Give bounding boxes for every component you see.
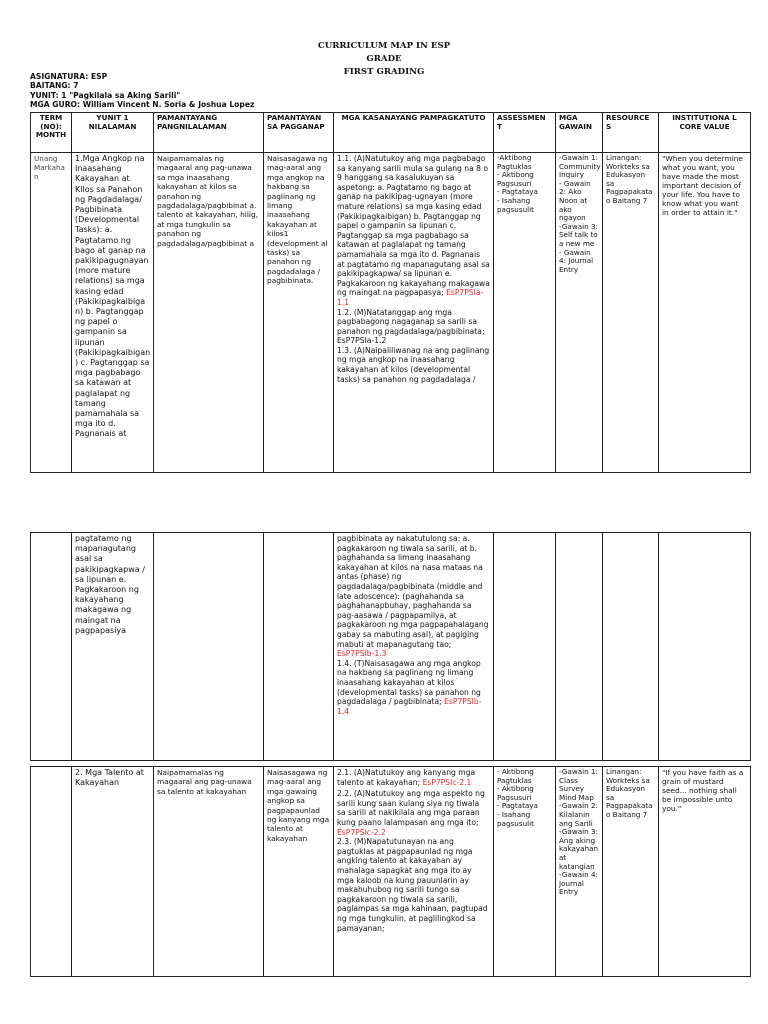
- table-row: [31, 533, 751, 761]
- competency-item: [337, 768, 490, 787]
- competency-item: 1.3. (A)Naipaliliwanag na ang paglinang ng mga angkop na inaasahang kakayahan at kilos (developmental tasks) sa panahon ng pagdadalaga /: [337, 345, 490, 384]
- competencies-cell: [334, 153, 494, 473]
- yunit-line: YUNIT: 1 "Pagkilala sa Aking Sarili": [30, 90, 181, 100]
- competency-code: EsP7PSIc-2.1: [422, 777, 472, 787]
- competency-item: 1.2. (M)Natatanggap ang mga pagbabagong nagaganap sa sarili sa panahon ng pagdadalaga/pagbibinata; EsP7PSIa-1.2: [337, 307, 485, 346]
- assessment-cell: - Aktibong Pagtuklas - Aktibong Pagsusuri - Pagtataya - Isahang pagsusulit: [494, 767, 556, 977]
- col-header-resources: RESOURCE S: [603, 113, 659, 153]
- performance-standard-cell: Naisasagawa ng mag-aaral ang mga angkop na hakbang sa paglinang ng limang inaasahang kakayahan at kilos1 (development al tasks) sa panahon ng pagdadalaga / pagbibinata.: [264, 153, 334, 473]
- assessment-cell: [494, 533, 556, 761]
- competencies-cell: [334, 767, 494, 977]
- table-header-row: [31, 113, 751, 153]
- col-header-term: TERM (NO): MONTH: [31, 113, 72, 153]
- resources-cell: Linangan: Workteks sa Edukasyon sa Pagpapakata o Baitang 7: [603, 153, 659, 473]
- core-value-cell: "If you have faith as a grain of mustard seed... nothing shall be impossible unto you.": [659, 767, 751, 977]
- unit-content-cell: pagtatamo ng mapanagutang asal sa pakikipagkapwa / sa lipunan e. Pagkakaroon ng kakayahang makagawa ng maingat na pagpapasiya: [72, 533, 154, 761]
- term-cell: [31, 533, 72, 761]
- term-cell: Unang Markaha n: [31, 153, 72, 473]
- grade-line: GRADE: [366, 54, 402, 64]
- activities-cell: -Gawain 1: Community Inquiry - Gawain 2: Ako Noon at ako ngayon -Gawain 3: Self talk to a new me - Gawain 4: Journal Entry: [556, 153, 603, 473]
- competency-text: 1.4. (T)Naisasagawa ang mga angkop na hakbang sa paglinang ng limang inaasahang kakayahan at kilos (developmental tasks) sa panahon ng pagdadalaga / pagbibinata;: [337, 658, 481, 707]
- col-header-pamantayan-pagganap: PAMANTAYAN SA PAGGANAP: [264, 113, 334, 153]
- col-header-assessment: ASSESSMEN T: [494, 113, 556, 153]
- col-header-gawain: MGA GAWAIN: [556, 113, 603, 153]
- competency-item: 2.3. (M)Napatutunayan na ang pagtuklas at pagpapaunlad ng mga angking talento at kakayahan ay mahalaga sapagkat ang mga ito ay mga kaloob na kung pauunlarin ay makahuhubog ng sarili tungo sa pagkakaroon ng tiwala sa sarili, paglampas sa mga kahinaan, pagtupad ng mga tungkulin, at paglilingkod sa pamayanan;: [337, 837, 488, 933]
- competency-code: EsP7PSIc-2.2: [337, 827, 386, 837]
- unit-content-cell: 1.Mga Angkop na Inaasahang Kakayahan at Kilos sa Panahon ng Pagdadalaga/ Pagbibinata (Developmental Tasks): a. Pagtatamo ng bago at ganap na pakikipagugnayan (more mature relations) sa mga kasing edad (Pakikipagkaibiga n) b. Pagtanggap ng papel o gampanin sa lipunan (Pakikipagkaibigan ) c. Pagtanggap sa mga pagbabago sa katawan at paglalapat ng tamang pamamahala sa mga ito d. Pagnanais at: [72, 153, 154, 473]
- performance-standard-cell: Naisasagawa ng mag-aaral ang mga gawaing angkop sa pagpapaunlad ng kanyang mga talento at kakayahan: [264, 767, 334, 977]
- content-standard-cell: Naipamamalas ng magaaral ang pag-unawa sa talento at kakayahan: [154, 767, 264, 977]
- term-cell: [31, 767, 72, 977]
- curriculum-table-part-3: [30, 766, 751, 977]
- performance-standard-cell: [264, 533, 334, 761]
- col-header-pamantayang-pangnilalaman: PAMANTAYANG PANGNILALAMAN: [154, 113, 264, 153]
- document-title: CURRICULUM MAP IN ESP: [317, 41, 451, 51]
- competency-item: [337, 534, 490, 659]
- competency-item: [337, 789, 490, 837]
- table-row: [31, 767, 751, 977]
- competency-code: EsP7PSIa-1.1: [337, 288, 484, 307]
- unit-content-cell: 2. Mga Talento at Kakayahan: [72, 767, 154, 977]
- resources-cell: Linangan: Workteks sa Edukasyon sa Pagpapakata o Baitang 7: [603, 767, 659, 977]
- baitang-line: BAITANG: 7: [30, 81, 79, 91]
- core-value-cell: [659, 533, 751, 761]
- competency-text: 1.1. (A)Natutukoy ang mga pagbabago sa kanyang sarili mula sa gulang na 8 o 9 hanggang sa kasalukuyan sa aspetong: a. Pagtatamo ng bago at ganap na pakikipag-ugnayan (more mature relations) sa mga kasing edad (Pakikipagkaibigan) b. Pagtanggap ng papel o gampanin sa lipunan c. Pagtanggap sa mga pagbabago sa katawan at paglalapat ng tamang pamamahala sa mga ito d. Pagnanais at pagtatamo ng mapanagutang asal sa pakikipagkapwa/ sa lipunan e. Pagkakaroon ng kakayahang makagawa ng maingat na pagpapasya;: [337, 154, 490, 298]
- activities-cell: [556, 533, 603, 761]
- competency-text: 2.2. (A)Natutukoy ang mga aspekto ng sarili kung saan kulang siya ng tiwala sa sarili at nakikilala ang mga paraan kung paano lalampasan ang mga ito;: [337, 789, 485, 827]
- activities-cell: -Gawain 1: Class Survey Mind Map -Gawain 2: Kilalanin ang Sarili -Gawain 3: Ang aking kakayahan at katangian -Gawain 4: Journal Entry: [556, 767, 603, 977]
- competency-text: 2.1. (A)Natutukoy ang kanyang mga talento at kakayahan;: [337, 768, 476, 787]
- curriculum-table-part-1: [30, 112, 751, 473]
- table-row: [31, 153, 751, 473]
- competency-item: [337, 154, 490, 308]
- col-header-core-value: INSTITUTIONA L CORE VALUE: [659, 113, 751, 153]
- asignatura-line: ASIGNATURA: ESP: [30, 72, 108, 81]
- content-standard-cell: Naipamamalas ng magaaral ang pag-unawa sa mga inaasahang kakayahan at kilos sa panahon ng pagdadalaga/pagbibinat a. talento at kakayahan, hilig, at mga tungkulin sa panahon ng pagdadalaga/pagbibinat a: [154, 153, 264, 473]
- guro-line: MGA GURO: William Vincent N. Soria & Joshua Lopez: [30, 100, 255, 110]
- col-header-kasanayan: MGA KASANAYANG PAMPAGKATUTO: [334, 113, 494, 153]
- competency-code: EsP7PSIb-1.3: [337, 649, 387, 659]
- curriculum-table-part-2: [30, 532, 751, 761]
- competency-item: [337, 659, 490, 717]
- resources-cell: [603, 533, 659, 761]
- assessment-cell: -Aktibong Pagtuklas - Aktibong Pagsusuri - Pagtataya - Isahang pagsusulit: [494, 153, 556, 473]
- competency-text: pagbibinata ay nakatutulong sa: a. pagkakaroon ng tiwala sa sarili, at b. paghahanda sa limang inaasahang kakayahan at kilos na nasa mataas na antas (phase) ng pagdadalaga/pagbibinata (middle and late adoscence): (paghahanda sa paghahanapbuhay, paghahanda sa pag-aasawa / pagpapamilya, at pagkakaroon ng mga pagpapahalagang gabay sa mabuting asal), at pagiging mabuti at mapanagutang tao;: [337, 534, 489, 649]
- col-header-unit: YUNIT 1 NILALAMAN: [72, 113, 154, 153]
- core-value-cell: "When you determine what you want, you have made the most important decision of your life. You have to know what you want in order to attain it.": [659, 153, 751, 473]
- content-standard-cell: [154, 533, 264, 761]
- competency-code: EsP7PSIb-1.4: [337, 697, 482, 716]
- competencies-cell: [334, 533, 494, 761]
- document-meta: [30, 72, 254, 110]
- grading-line: FIRST GRADING: [343, 67, 425, 77]
